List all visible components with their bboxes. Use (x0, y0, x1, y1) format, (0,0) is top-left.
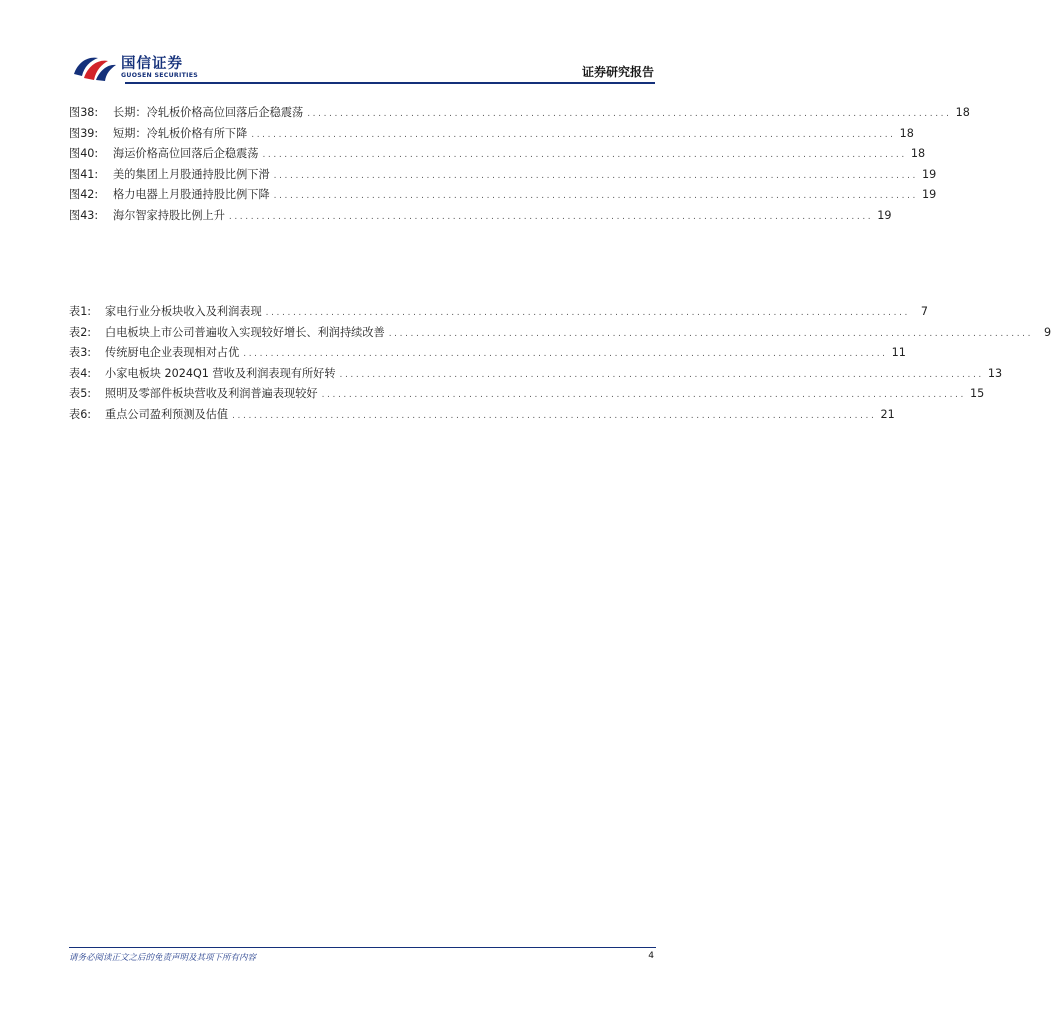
dot-leader: ...................................................................................................................... (251, 129, 896, 140)
table-number: 表4: (69, 366, 92, 380)
figure-page: 19 (922, 167, 937, 181)
figure-number: 图43: (69, 208, 99, 222)
guosen-emblem-icon (72, 52, 118, 82)
table-page: 7 (920, 305, 929, 318)
figure-number: 图38: (69, 106, 99, 119)
table-page: 15 (969, 387, 985, 401)
table-entry[interactable] (69, 365, 1003, 386)
page-number: 4 (648, 951, 654, 961)
table-title: 重点公司盈利预测及估值 (105, 407, 229, 421)
logo-english-name: GUOSEN SECURITIES (121, 72, 198, 79)
logo-chinese-name: 国信证券 (121, 56, 183, 72)
table-entry[interactable] (69, 324, 1051, 345)
figure-title: 海运价格高位回落后企稳震荡 (113, 147, 259, 161)
figure-index (69, 104, 970, 228)
figure-title: 美的集团上月股通持股比例下滑 (113, 167, 270, 181)
dot-leader: ...................................................................................................................... (232, 410, 877, 421)
table-page: 9 (1043, 325, 1051, 339)
page-header (0, 0, 724, 84)
figure-title: 格力电器上月股通持股比例下降 (113, 188, 270, 202)
figure-entry[interactable] (69, 186, 937, 207)
figure-page: 18 (899, 126, 914, 140)
table-page: 21 (880, 407, 895, 421)
table-entry[interactable] (69, 385, 985, 406)
figure-number: 图39: (69, 126, 99, 140)
footer-divider (69, 947, 656, 948)
figure-title: 长期：冷轧板价格高位回落后企稳震荡 (113, 106, 304, 119)
figure-number: 图41: (69, 167, 99, 181)
dot-leader: ...................................................................................................................... (388, 328, 1034, 339)
table-title: 小家电板块 2024Q1 营收及利润表现有所好转 (105, 366, 336, 380)
table-number: 表2: (69, 325, 92, 339)
header-divider (125, 82, 655, 84)
dot-leader: ...................................................................................................................... (321, 390, 966, 401)
dot-leader: ...................................................................................................................... (273, 191, 919, 202)
figure-entry[interactable] (69, 166, 937, 187)
table-number: 表1: (69, 305, 92, 318)
table-number: 表5: (69, 387, 92, 401)
dot-leader: ...................................................................................................................... (228, 211, 874, 222)
figure-page: 18 (955, 106, 970, 119)
table-title: 白电板块上市公司普遍收入实现较好增长、利润持续改善 (105, 325, 385, 339)
table-page: 11 (891, 346, 906, 360)
footer-disclaimer: 请务必阅读正文之后的免责声明及其项下所有内容 (69, 953, 257, 963)
figure-entry[interactable] (69, 104, 970, 125)
report-type-label: 证券研究报告 (581, 65, 654, 79)
table-title: 照明及零部件板块营收及利润普遍表现较好 (105, 387, 318, 401)
figure-number: 图42: (69, 188, 99, 202)
figure-page: 18 (910, 147, 926, 161)
figure-page: 19 (877, 208, 892, 222)
dot-leader: ...................................................................................................................... (339, 369, 984, 380)
figure-title: 海尔智家持股比例上升 (113, 208, 225, 222)
dot-leader: ...................................................................................................................... (307, 109, 952, 119)
table-page: 13 (987, 366, 1003, 380)
figure-entry[interactable] (69, 145, 926, 166)
figure-entry[interactable] (69, 207, 892, 228)
figure-number: 图40: (69, 147, 99, 161)
figure-page: 19 (922, 188, 937, 202)
dot-leader: ...................................................................................................................... (273, 170, 919, 181)
table-title: 传统厨电企业表现相对占优 (105, 346, 240, 360)
dot-leader: ...................................................................................................................... (243, 349, 888, 360)
table-entry[interactable] (69, 406, 895, 427)
figure-entry[interactable] (69, 125, 914, 146)
figure-title: 短期：冷轧板价格有所下降 (113, 126, 248, 140)
guosen-logo (72, 52, 202, 84)
table-number: 表3: (69, 346, 92, 360)
table-entry[interactable] (69, 344, 906, 365)
table-entry[interactable] (69, 303, 929, 324)
table-title: 家电行业分板块收入及利润表现 (105, 305, 262, 318)
table-number: 表6: (69, 407, 92, 421)
table-index (69, 303, 1051, 427)
dot-leader: ...................................................................................................................... (262, 150, 907, 161)
dot-leader: ...................................................................................................................... (265, 308, 911, 318)
